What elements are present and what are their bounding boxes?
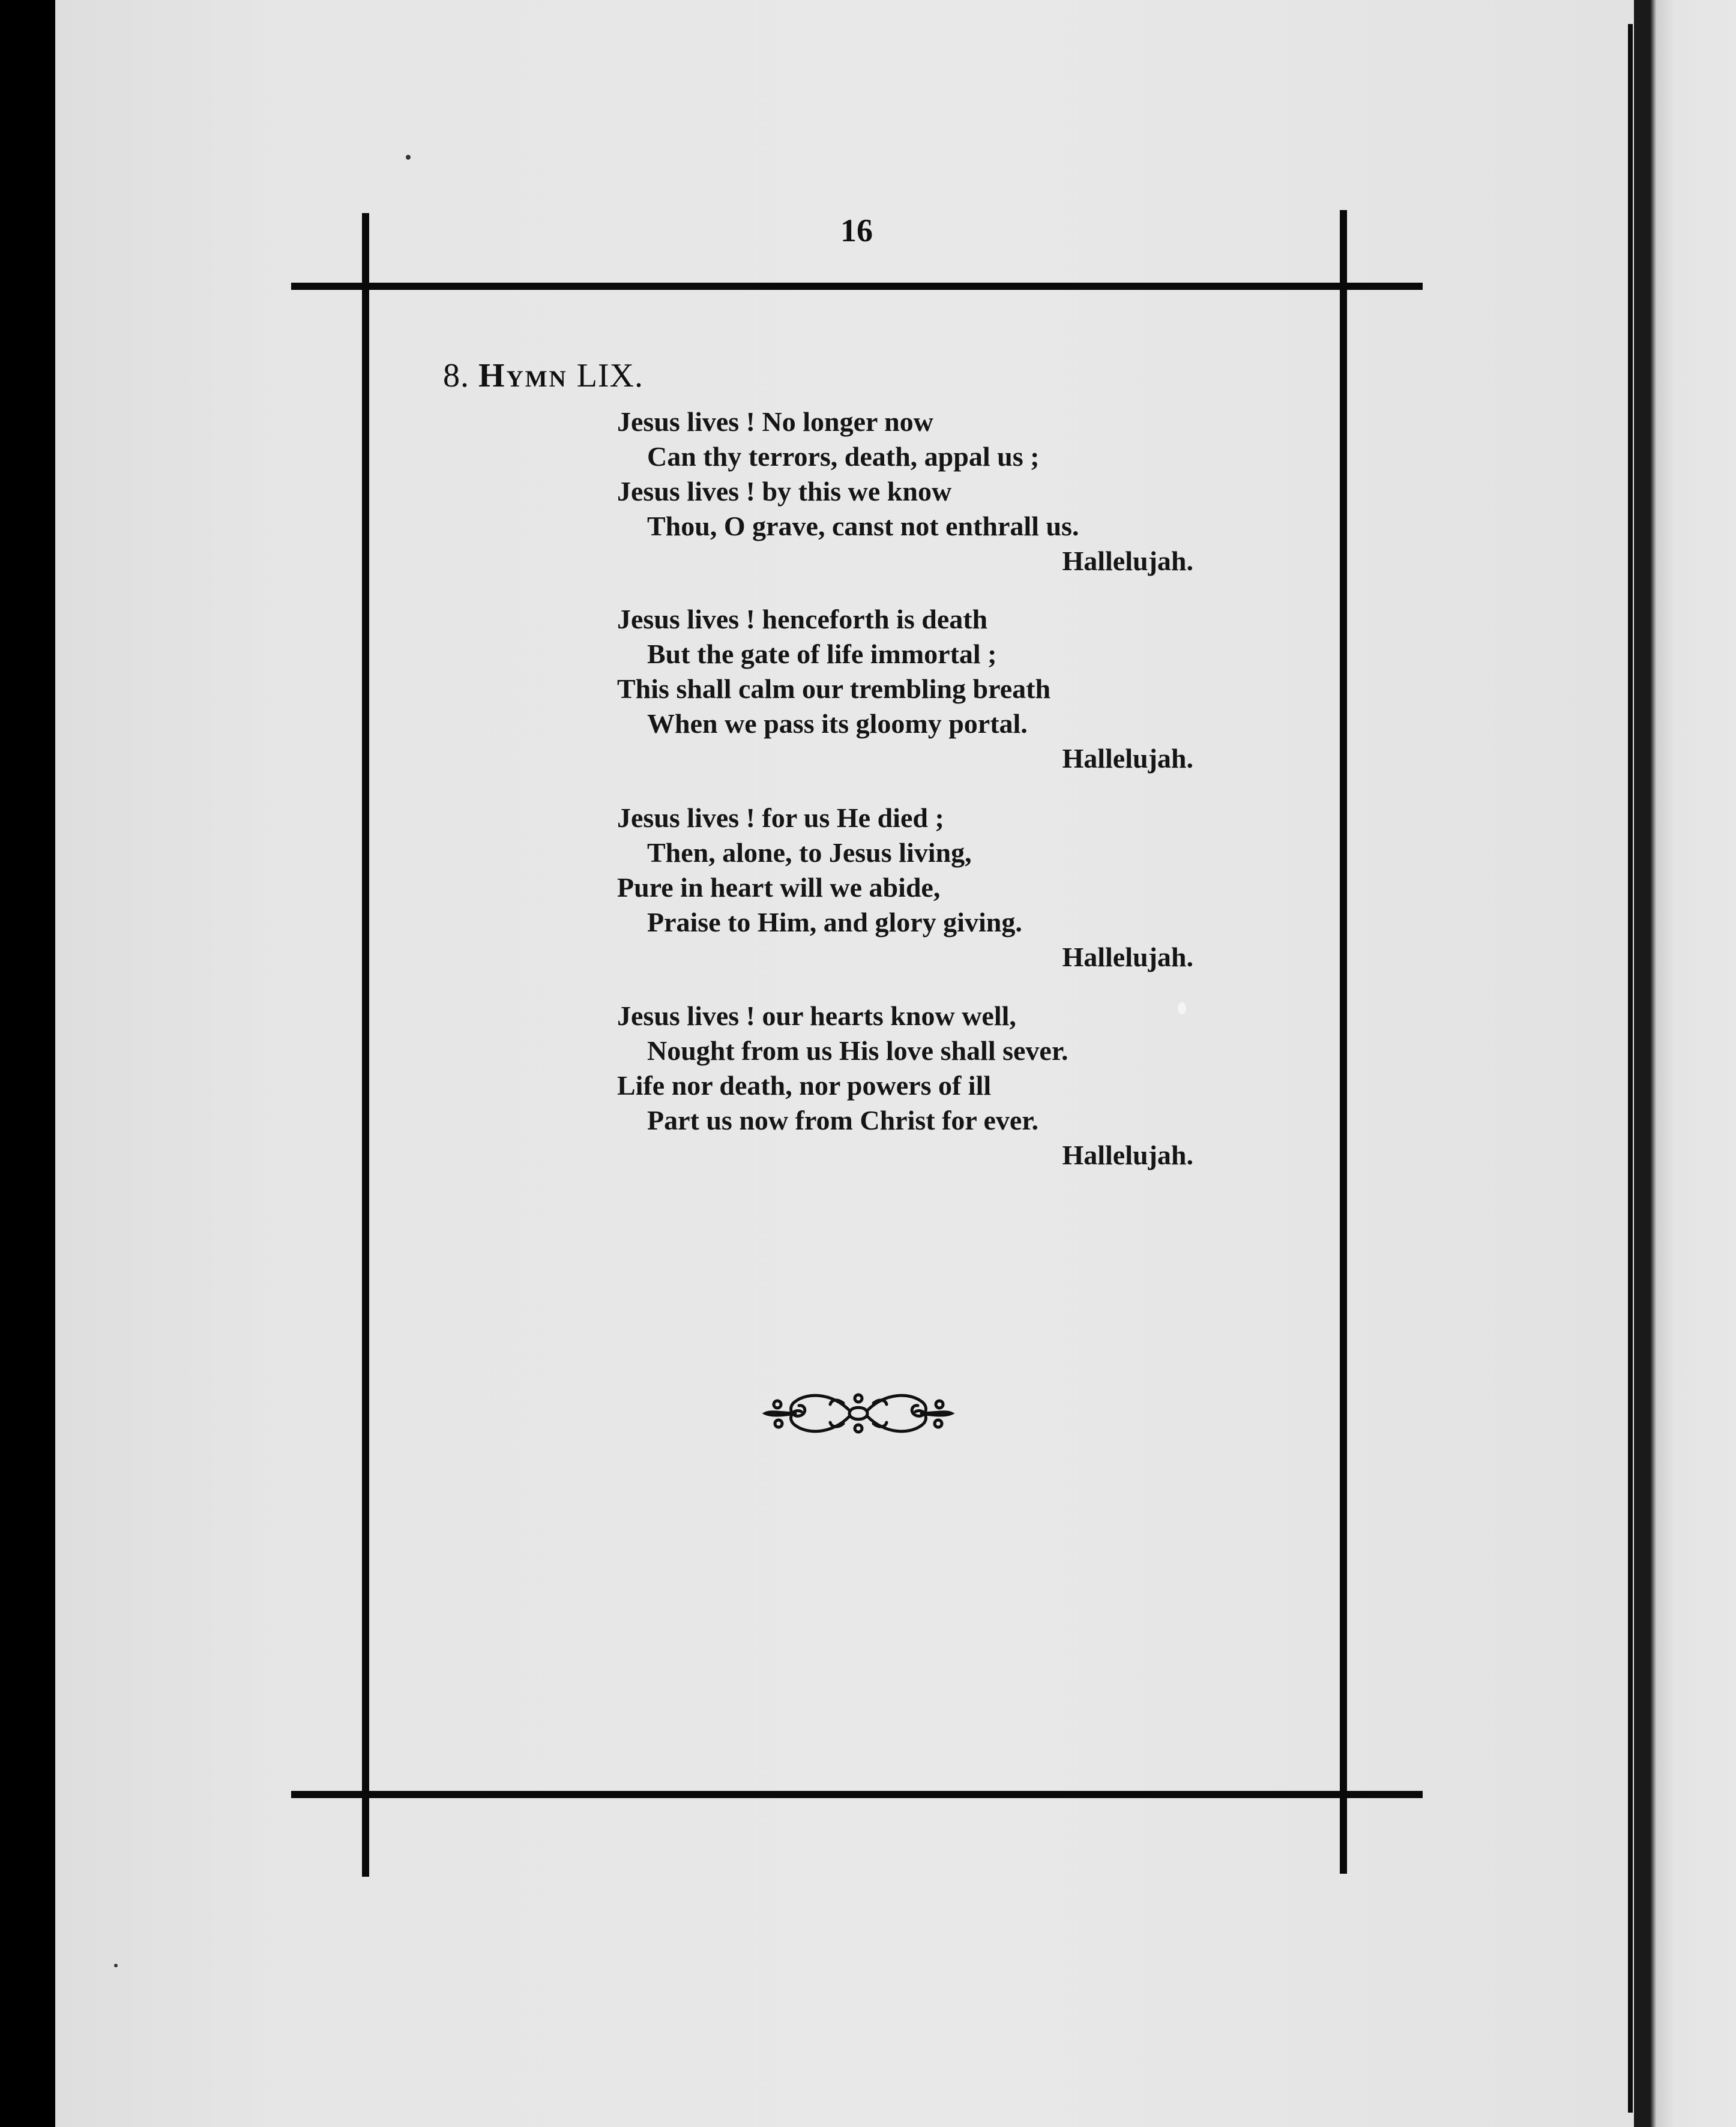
verse-line: Jesus lives ! our hearts know well,: [617, 1000, 1016, 1031]
hymn-heading: [443, 357, 643, 395]
verse-line: Jesus lives ! No longer now: [617, 406, 933, 437]
hymn-word: Hymn: [478, 357, 568, 394]
paper-speck: [114, 1964, 118, 1967]
verse-line: When we pass its gloomy portal.: [647, 708, 1028, 739]
verse-2: [617, 602, 1193, 776]
verse-1: [617, 405, 1193, 579]
verse-refrain: Hallelujah.: [1062, 942, 1193, 972]
verse-line: But the gate of life immortal ;: [647, 639, 997, 669]
verse-line: Can thy terrors, death, appal us ;: [647, 441, 1040, 472]
verse-4: [617, 999, 1193, 1173]
verse-refrain: Hallelujah.: [1062, 1140, 1193, 1170]
verse-line: Pure in heart will we abide,: [617, 872, 941, 903]
paper-speck: [406, 155, 411, 160]
verse-3: [617, 801, 1193, 975]
frame-rule-bottom: [291, 1791, 1423, 1798]
next-page-edge: [1634, 0, 1736, 2127]
verse-refrain: Hallelujah.: [1062, 743, 1193, 774]
hymn-number: 8.: [443, 357, 469, 394]
verse-line: Part us now from Christ for ever.: [647, 1105, 1038, 1136]
page-gutter-shadow: [1628, 24, 1633, 2113]
verse-refrain: Hallelujah.: [1062, 546, 1193, 576]
verse-line: Nought from us His love shall sever.: [647, 1035, 1068, 1066]
verse-line: This shall calm our trembling breath: [617, 673, 1051, 704]
verse-line: Jesus lives ! for us He died ;: [617, 802, 944, 833]
paper-speck: [1178, 1002, 1186, 1014]
hymn-roman-numeral: LIX.: [576, 357, 643, 394]
page-number: 16: [840, 212, 873, 248]
verse-line: Jesus lives ! by this we know: [617, 476, 952, 507]
verse-line: Jesus lives ! henceforth is death: [617, 604, 988, 634]
verse-line: Thou, O grave, canst not enthrall us.: [647, 511, 1079, 541]
scroll-ornament-icon: [759, 1374, 957, 1452]
frame-rule-right: [1340, 210, 1347, 1874]
verse-line: Life nor death, nor powers of ill: [617, 1070, 992, 1101]
verse-line: Then, alone, to Jesus living,: [647, 837, 972, 868]
frame-rule-left: [362, 213, 369, 1877]
frame-rule-top: [291, 283, 1423, 290]
verse-line: Praise to Him, and glory giving.: [647, 907, 1022, 937]
